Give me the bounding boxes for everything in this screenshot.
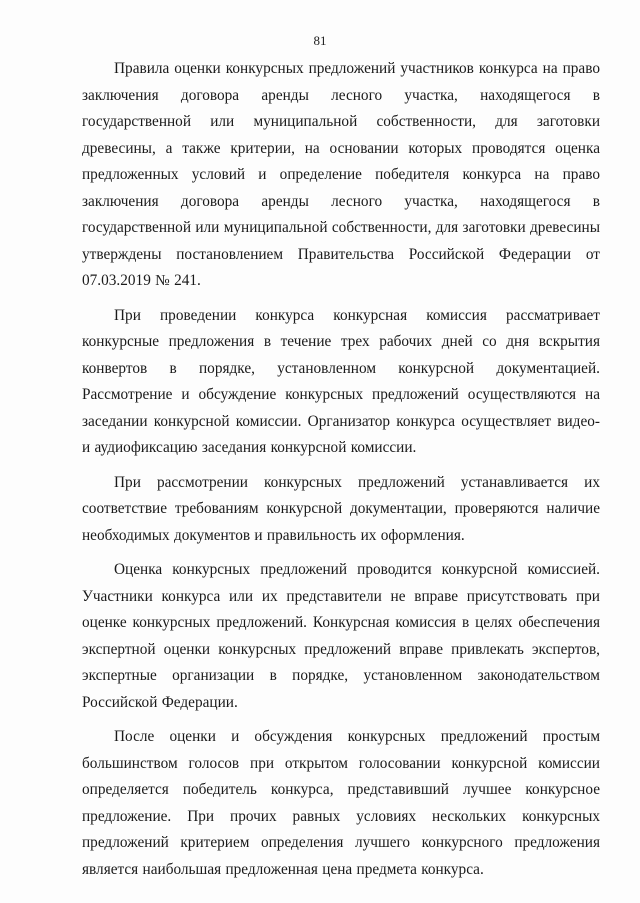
document-body [82,56,600,883]
page-number: 81 [313,33,327,48]
paragraph-evaluation-rules: Правила оценки конкурсных предложений участников конкурса на право заключения договора аренды лесного участка, находящегося в государственной или муниципальной собственности, для заготовки древесины, а также критерии, на основании которых проводятся оценка предложенных условий и определение победителя конкурса на право заключения договора аренды лесного участка, находящегося в государственной или муниципальной собственности, для заготовки древесины утверждены постановлением Правительства Российской Федерации от 07.03.2019 № 241. [82,60,600,289]
paragraph-compliance-check: При рассмотрении конкурсных предложений устанавливается их соответствие требованиям конкурсной документации, проверяются наличие необходимых документов и правильность их оформления. [82,473,600,544]
paragraph-winner-determination: После оценки и обсуждения конкурсных предложений простым большинством голосов при открытом голосовании конкурсной комиссии определяется победитель конкурса, представивший лучшее конкурсное предложение. При прочих равных условиях нескольких конкурсных предложений критерием определения лучшего конкурсного предложения является наибольшая предложенная цена предмета конкурса. [82,728,600,878]
paragraph-evaluation-procedure: Оценка конкурсных предложений проводится конкурсной комиссией. Участники конкурса или их представители не вправе присутствовать при оценке конкурсных предложений. Конкурсная комиссия в целях обеспечения экспертной оценки конкурсных предложений вправе привлекать экспертов, экспертные организации в порядке, установленном законодательством Российской Федерации. [82,561,600,711]
paragraph-commission-review: При проведении конкурса конкурсная комиссия рассматривает конкурсные предложения в течение трех рабочих дней со дня вскрытия конвертов в порядке, установленном конкурсной документацией. Рассмотрение и обсуждение конкурсных предложений осуществляются на заседании конкурсной комиссии. Организатор конкурса осуществляет видео- и аудиофиксацию заседания конкурсной комиссии. [82,306,600,456]
